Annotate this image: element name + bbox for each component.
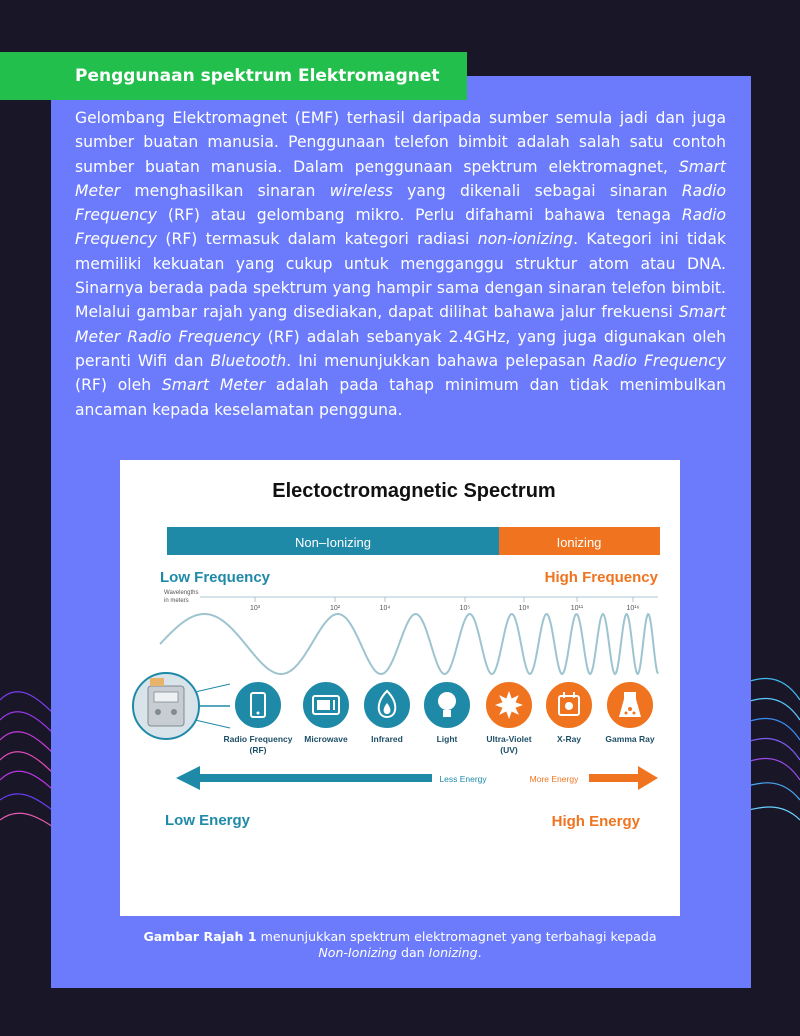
low-energy-label: Low Energy: [165, 812, 251, 829]
wavelength-tick-label: 10³: [249, 605, 261, 612]
ionizing-label: Ionizing: [556, 535, 602, 550]
less-energy-label: Less Energy: [439, 774, 487, 784]
wavelength-tick-label: 10²: [329, 605, 341, 612]
paragraph-segment: adalah pada tahap minimum dan tidak menimbulkan ancaman kepada keselamatan pengguna.: [75, 376, 726, 419]
spectrum-item-label: X-Ray: [556, 734, 582, 744]
caption-text-3: .: [477, 945, 482, 960]
spectrum-item: [363, 681, 411, 744]
spectrum-item-label: Radio Frequency: [223, 734, 293, 744]
non-ionizing-label: Non–Ionizing: [295, 535, 371, 550]
wavelength-label-2: in meters: [164, 598, 189, 604]
emphasis-term: non-ionizing: [477, 230, 574, 249]
figure-caption: [100, 929, 700, 961]
paragraph-segment: . Ini menunjukkan bahawa pelepasan: [286, 351, 593, 370]
spectrum-item: [545, 681, 593, 744]
figure-title: Electoctromagnetic Spectrum: [272, 480, 556, 502]
high-frequency-label: High Frequency: [544, 569, 658, 586]
smart-meter-photo: [133, 673, 230, 739]
caption-text-1: menunjukkan spektrum elektromagnet yang terbahagi kepada: [256, 929, 657, 944]
emphasis-term: Smart Meter: [161, 376, 266, 395]
spectrum-wave: [160, 614, 658, 674]
spectrum-item-circle: [234, 681, 282, 729]
spectrum-item-label: Microwave: [304, 734, 348, 744]
spectrum-item-sublabel: (UV): [500, 745, 518, 755]
more-energy-arrow: [589, 766, 658, 790]
wavelength-tick-label: 10⁵: [459, 605, 471, 612]
wavelength-tick-label: 10⁸: [518, 605, 530, 612]
spectrum-item: [485, 681, 533, 755]
spectrum-item-sublabel: (RF): [249, 745, 267, 755]
section-heading: Penggunaan spektrum Elektromagnet: [0, 52, 467, 100]
emphasis-term: Radio Frequency: [75, 181, 726, 225]
paragraph-segment: (RF) atau gelombang mikro. Perlu difahami bahawa tenaga: [157, 206, 682, 225]
more-energy-label: More Energy: [529, 774, 579, 784]
caption-figure-ref: Gambar Rajah 1: [143, 929, 257, 944]
em-spectrum-diagram: [120, 460, 680, 916]
low-frequency-label: Low Frequency: [160, 569, 271, 586]
emphasis-term: Smart Meter Radio Frequency: [75, 303, 726, 346]
caption-text-2: dan: [396, 945, 429, 960]
paragraph-segment: menghasilkan sinaran: [120, 181, 330, 200]
emphasis-term: Smart Meter: [75, 157, 726, 200]
emphasis-term: Radio Frequency: [592, 351, 726, 370]
caption-ionizing: Ionizing: [428, 945, 478, 960]
spectrum-item-label: Light: [436, 734, 458, 744]
paragraph-segment: (RF) oleh: [75, 376, 162, 395]
em-spectrum-figure: [120, 460, 680, 916]
body-paragraph: [75, 106, 726, 422]
high-energy-label: High Energy: [551, 813, 640, 830]
emphasis-term: Radio Frequency: [75, 206, 726, 249]
paragraph-segment: (RF) termasuk dalam kategori radiasi: [157, 230, 478, 249]
spectrum-item-label: Infrared: [371, 734, 403, 744]
less-energy-arrow: [176, 766, 432, 790]
spectrum-item: [423, 681, 471, 744]
emphasis-term: wireless: [329, 181, 393, 200]
spectrum-item: [605, 681, 654, 744]
paragraph-segment: (RF) adalah sebanyak 2.4GHz, yang juga digunakan oleh peranti Wifi dan: [75, 327, 726, 370]
spectrum-item-label: Ultra-Violet: [486, 734, 532, 744]
caption-non-ionizing: Non-Ionizing: [318, 945, 397, 960]
wavelength-label-1: Wavelengths: [164, 590, 199, 596]
spectrum-item: [302, 681, 350, 744]
emphasis-term: Bluetooth: [210, 351, 287, 370]
spectrum-item: [224, 681, 293, 755]
paragraph-segment: . Kategori ini tidak memiliki kekuatan yang cukup untuk mengganggu struktur atom atau DNA. Sinarnya berada pada spektrum yang hampir sama dengan sinaran telefon bimbit. Melalui gambar rajah yang disediakan, dapat dilihat bahawa jalur frekuensi: [75, 230, 726, 322]
sun-icon: [495, 691, 523, 719]
spectrum-item-label: Gamma Ray: [605, 734, 655, 744]
paragraph-segment: Gelombang Elektromagnet (EMF) terhasil daripada sumber semula jadi dan juga sumber buatan manusia. Penggunaan telefon bimbit adalah salah satu contoh sumber buatan manusia. Dalam penggunaan spektrum elektromagnet,: [75, 109, 726, 176]
wavelength-tick-label: 10¹¹: [570, 605, 584, 612]
wavelength-tick-label: 10⁴: [379, 605, 391, 612]
wavelength-tick-label: 10¹⁶: [626, 605, 640, 612]
paragraph-segment: yang dikenali sebagai sinaran: [392, 181, 682, 200]
